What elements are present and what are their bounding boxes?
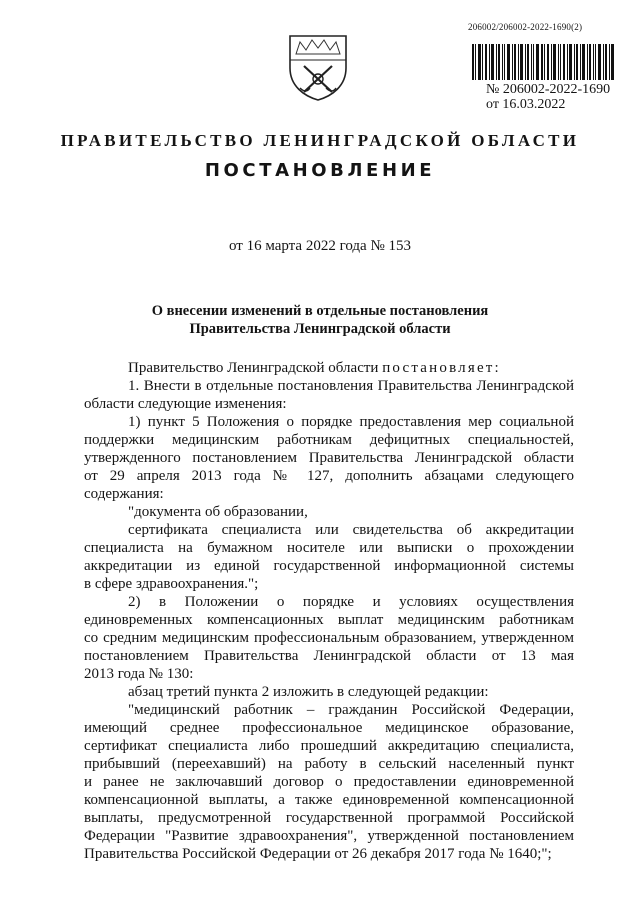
body-line [128, 359, 574, 377]
body-line: аккредитации из единой государственной информационной системы [84, 558, 574, 574]
registration-number: № 206002-2022-1690 [486, 82, 611, 97]
body-line: прибывший (переехавший) на работу в сельский населенный пункт [84, 756, 574, 772]
body-line: специалиста на бумажном носителе или выписки о прохождении [84, 540, 574, 556]
body-line: от 29 апреля 2013 года № 127, дополнить абзацами следующего [84, 468, 574, 484]
body-line-emphasis: постановляет: [382, 360, 501, 376]
body-line: "медицинский работник – гражданин Российской Федерации, [128, 702, 574, 718]
body-line: со средним медицинским профессиональным образованием, утвержденном [84, 630, 574, 646]
document-type: ПОСТАНОВЛЕНИЕ [204, 160, 436, 181]
body-line: постановлением Правительства Ленинградской области от 13 мая [84, 648, 574, 664]
document-date-number: от 16 марта 2022 года № 153 [228, 238, 412, 254]
body-line: 1) пункт 5 Положения о порядке предоставления мер социальной [128, 414, 574, 430]
body-line: сертификат специалиста либо прошедший аккредитацию специалиста, [84, 738, 574, 754]
body-line-text: Правительство Ленинградской области [128, 360, 379, 376]
body-line: 2) в Положении о порядке и условиях осуществления [128, 594, 574, 610]
body-line: выплаты, предусмотренной государственной программой Российской [84, 810, 574, 826]
body-line: "документа об образовании, [128, 504, 308, 520]
document-heading-line-1: О внесении изменений в отдельные постановления [151, 303, 489, 319]
body-line: Федерации "Развитие здравоохранения", утвержденной постановлением [84, 828, 574, 844]
body-line: в сфере здравоохранения."; [84, 576, 259, 592]
government-title: ПРАВИТЕЛЬСТВО ЛЕНИНГРАДСКОЙ ОБЛАСТИ [60, 131, 580, 150]
body-line: и ранее не заключавший договор о предоставлении единовременной [84, 774, 574, 790]
registration-ref-code: 206002/206002-2022-1690(2) [468, 22, 583, 32]
body-line: абзац третий пункта 2 изложить в следующей редакции: [128, 684, 489, 700]
registration-date: от 16.03.2022 [486, 97, 566, 112]
body-line: поддержки медицинским работникам дефицитных специальностей, [84, 432, 574, 448]
body-line: утвержденного постановлением Правительства Ленинградской области [84, 450, 574, 466]
body-line: 1. Внести в отдельные постановления Правительства Ленинградской [128, 378, 574, 394]
body-line: Правительства Российской Федерации от 26 декабря 2017 года № 1640;"; [84, 846, 552, 862]
body-line: единовременных компенсационных выплат медицинским работникам [84, 612, 574, 628]
body-line: содержания: [84, 486, 164, 502]
body-line: области следующие изменения: [84, 396, 287, 412]
body-line: 2013 года № 130: [84, 666, 194, 682]
body-line: компенсационной выплаты, а также единовременной компенсационной [84, 792, 574, 808]
barcode-image [472, 44, 614, 80]
document-heading-line-2: Правительства Ленинградской области [189, 321, 451, 337]
body-line: сертификата специалиста или свидетельства об аккредитации [128, 522, 574, 538]
coat-of-arms-emblem [286, 30, 350, 102]
body-line: имеющий среднее профессиональное медицинское образование, [84, 720, 574, 736]
